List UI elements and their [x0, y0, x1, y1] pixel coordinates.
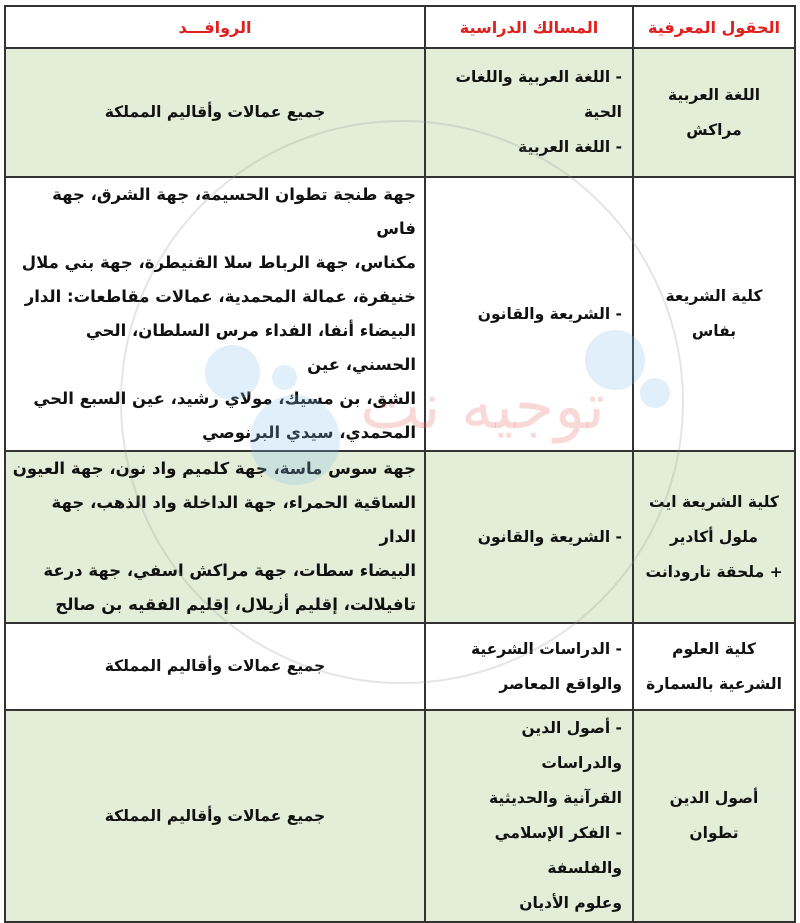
table-row [5, 623, 795, 710]
watermark-text: توجيه نت [360, 370, 606, 444]
feeders-cell: جهة طنجة تطوان الحسيمة، جهة الشرق، جهة فاس مكناس، جهة الرباط سلا القنيطرة، جهة بني ملال خنيفرة، عمالة المحمدية، عمالات مقاطعات: الدار البيضاء أنفا، الفداء مرس السلطان، الحي الحسني، عين الشق، بن مسيك، مولاي رشيد، عين السبع الحي المحمدي، سيدي البرنوصي [5, 177, 425, 451]
feeders-table [4, 5, 796, 923]
track-cell: - أصول الدين والدراسات القرآنية والحديثية - الفكر الإسلامي والفلسفة وعلوم الأديان [425, 710, 633, 922]
field-cell: اللغة العربية مراكش [633, 48, 795, 177]
field-cell: أصول الدين تطوان [633, 710, 795, 922]
feeders-cell: جميع عمالات وأقاليم المملكة [5, 710, 425, 922]
table-row [5, 177, 795, 451]
track-cell: - الشريعة والقانون [425, 177, 633, 451]
header-row [5, 6, 795, 48]
track-cell: - اللغة العربية واللغات الحية - اللغة العربية [425, 48, 633, 177]
feeders-cell: جميع عمالات وأقاليم المملكة [5, 623, 425, 710]
table-row [5, 451, 795, 623]
feeders-cell: جميع عمالات وأقاليم المملكة [5, 48, 425, 177]
header-feeders: الروافـــد [5, 6, 425, 48]
table-row [5, 710, 795, 922]
field-cell: كلية العلوم الشرعية بالسمارة [633, 623, 795, 710]
field-cell: كلية الشريعة بفاس [633, 177, 795, 451]
track-cell: - الدراسات الشرعية والواقع المعاصر [425, 623, 633, 710]
feeders-cell: جهة سوس ماسة، جهة كلميم واد نون، جهة العيون الساقية الحمراء، جهة الداخلة واد الذهب، جهة الدار البيضاء سطات، جهة مراكش اسفي، جهة درعة تافيلالت، إقليم أزيلال، إقليم الفقيه بن صالح [5, 451, 425, 623]
table-row [5, 48, 795, 177]
header-track: المسالك الدراسية [425, 6, 633, 48]
header-field: الحقول المعرفية [633, 6, 795, 48]
field-cell: كلية الشريعة ايت ملول أكادير + ملحقة تارودانت [633, 451, 795, 623]
track-cell: - الشريعة والقانون [425, 451, 633, 623]
